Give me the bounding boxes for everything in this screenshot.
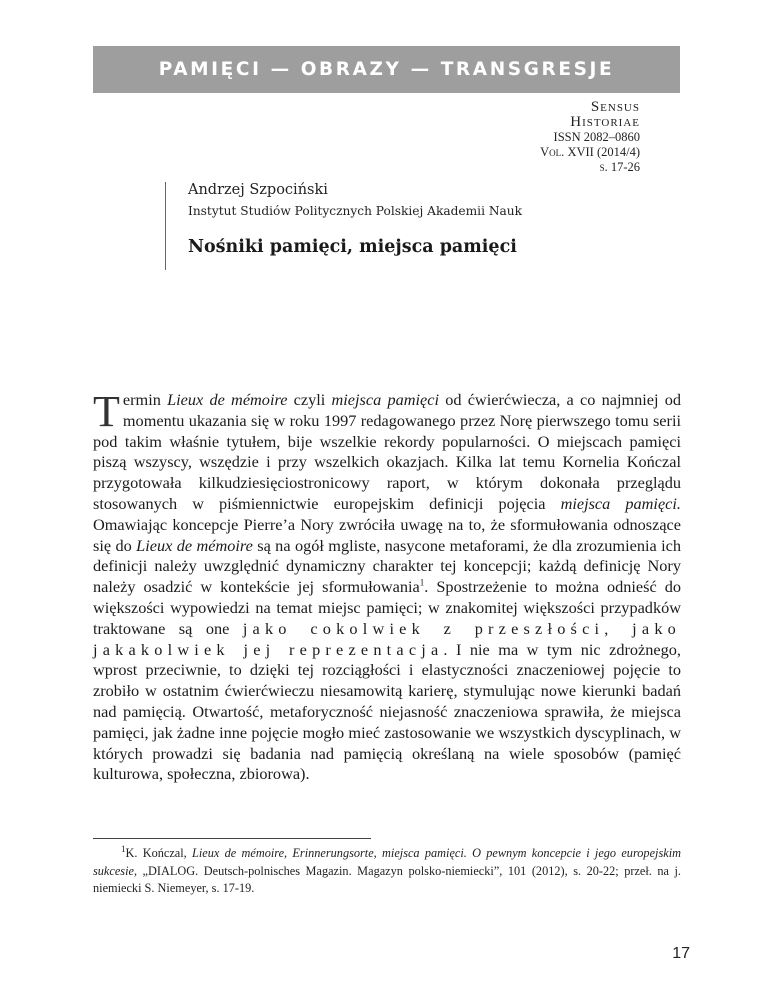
pages-prefix: s. <box>599 160 608 174</box>
volume-rest: XVII (2014/4) <box>564 145 640 159</box>
volume-prefix: Vol. <box>540 145 565 159</box>
pages-rest: 17-26 <box>607 160 640 174</box>
body-text-run: ermin <box>122 390 168 409</box>
drop-cap: T <box>93 387 120 436</box>
journal-name-line1: Sensus <box>590 99 640 115</box>
article-author: Andrzej Szpociński <box>188 182 328 198</box>
header-vertical-rule <box>165 182 166 270</box>
body-text-run: . I nie ma w tym nic zdrożnego, wprost przeciwnie, to dzięki tej rozciągłości i elastyczności znaczeniowej pojęcie to zrobiło w ostatnim ćwierćwieczu niesamowitą karierę, stymulując nowe kierunki badań nad pamięcią. Otwartość, metaforyczność niejasność znaczeniowa sprawiła, że miejsca pamięci, jak żadne inne pojęcie mogło mieć zastosowanie we wszystkich dyscyplinach, w których prowadzi się badania nad pamięcią określaną na wiele sposobów (pamięć kulturowa, społeczna, zbiorowa). <box>93 639 681 784</box>
footnote-number: 1 <box>121 843 126 854</box>
footnote-text-run: , „DIALOG. Deutsch-polnisches Magazin. Magazyn polsko-niemiecki”, 101 (2012), s. 20-22; przeł. na j. niemiecki S. Niemeyer, s. 17-19. <box>93 863 681 896</box>
journal-pages <box>540 160 640 175</box>
journal-issn: ISSN 2082–0860 <box>553 130 640 144</box>
journal-name-line2: Historiae <box>570 114 640 130</box>
page-number: 17 <box>672 945 690 962</box>
italic-term: miejsca pamięci. <box>560 493 681 513</box>
footnote-text-run: K. Kończal, <box>125 846 193 860</box>
body-text-run: Omawiając koncepcje Pierre’a Nory zwróciła uwagę na to, że sformułowania odnoszące się do <box>93 514 681 555</box>
footnote <box>93 845 681 898</box>
journal-volume <box>540 145 640 160</box>
body-paragraph <box>93 387 682 785</box>
body-text-run: od ćwierćwiecza, a co najmniej od momentu ukazania się w roku 1997 redagowanego przez Norę pierwszego tomu serii pod takim właśnie tytułem, bije wszelkie rekordy popularności. O miejscach pamięci piszą wszyscy, wszędzie i przy wszelkich okazjach. Kilka lat temu Kornelia Kończal przygotowała kilkudziesięciostronicowy raport, w którym dokonała przeglądu stosowanych w piśmiennictwie europejskim definicji pojęcia <box>93 390 682 513</box>
italic-term: Lieux de mémoire <box>167 390 288 409</box>
italic-term: Lieux de mémoire <box>136 535 253 555</box>
body-text-run: czyli <box>287 390 332 409</box>
body-text-run: są na ogół mgliste, nasycone metaforami, że dla zrozumienia ich definicji należy uwzględnić dynamiczny charakter tej koncepcji; każdą definicję Nory należy osadzić w kontekście jej sformułowania <box>93 535 682 597</box>
section-banner: PAMIĘCI — OBRAZY — TRANSGRESJE <box>93 46 680 93</box>
article-title: Nośniki pamięci, miejsca pamięci <box>188 237 517 257</box>
footnote-ref: 1 <box>419 577 425 588</box>
footnote-rule <box>93 838 371 839</box>
italic-term: miejsca pamięci <box>331 390 439 409</box>
journal-info <box>540 100 640 175</box>
article-affiliation: Instytut Studiów Politycznych Polskiej Akademii Nauk <box>188 204 523 218</box>
footnote-italic: Lieux de mémoire, Erinnerungsorte, miejsca pamięci. O pewnym koncepcie i jego europejskim sukcesie <box>93 846 681 878</box>
spaced-emphasis: jako cokolwiek z przeszłości, jako jakakolwiek jej reprezentacja <box>93 618 681 659</box>
body-text-run: . Spostrzeżenie to można odnieść do większości wypowiedzi na temat miejsc pamięci; w znakomitej większości przypadków traktowane są one <box>93 577 681 638</box>
